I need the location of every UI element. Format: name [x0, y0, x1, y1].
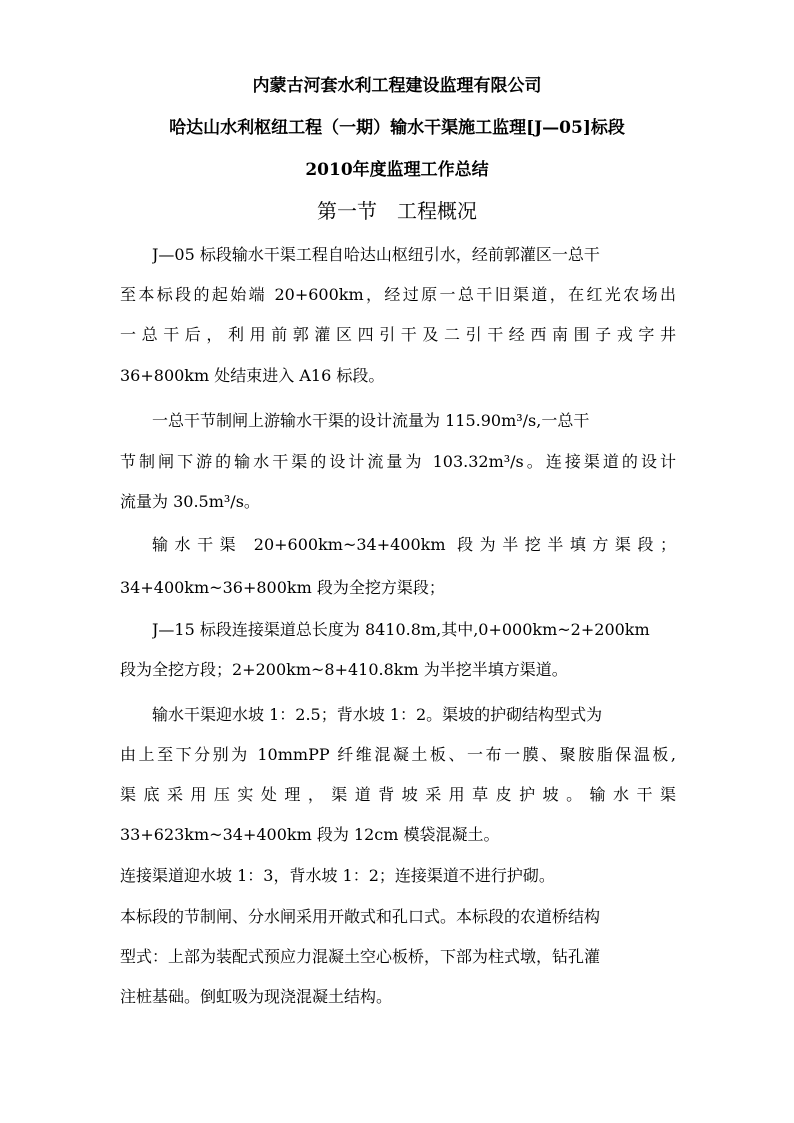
body-line: 渠底采用压实处理，渠道背坡采用草皮护坡。输水干渠	[120, 785, 676, 804]
section-heading: 第一节 工程概况	[317, 199, 477, 223]
body-line: 本标段的节制闸、分水闸采用开敞式和孔口式。本标段的农道桥结构	[120, 907, 601, 926]
body-line: 输水干渠迎水坡 1：2.5；背水坡 1：2。渠坡的护砌结构型式为	[152, 705, 603, 724]
body-line: 节制闸下游的输水干渠的设计流量为 103.32m³/s。连接渠道的设计	[120, 452, 676, 471]
body-line: J—05 标段输水干渠工程自哈达山枢纽引水，经前郭灌区一总干	[152, 245, 600, 264]
project-title: 哈达山水利枢纽工程（一期）输水干渠施工监理[J—05]标段	[169, 118, 625, 138]
body-line: J—15 标段连接渠道总长度为 8410.8m,其中,0+000km~2+200km	[152, 620, 650, 639]
body-line: 连接渠道迎水坡 1：3，背水坡 1：2；连接渠道不进行护砌。	[120, 866, 555, 885]
body-line: 36+800km 处结束进入 A16 标段。	[120, 366, 385, 385]
body-line: 34+400km~36+800km 段为全挖方渠段；	[120, 578, 445, 597]
body-line: 注桩基础。倒虹吸为现浇混凝土结构。	[120, 987, 393, 1006]
body-line: 段为全挖方段；2+200km~8+410.8km 为半挖半填方渠道。	[120, 660, 568, 679]
body-line: 型式：上部为装配式预应力混凝土空心板桥，下部为柱式墩，钻孔灌	[120, 947, 601, 966]
company-title: 内蒙古河套水利工程建设监理有限公司	[252, 76, 542, 96]
body-line: 一总干节制闸上游输水干渠的设计流量为 115.90m³/s,一总干	[152, 411, 590, 430]
body-line: 至本标段的起始端 20+600km，经过原一总干旧渠道，在红光农场出	[120, 285, 676, 304]
body-line: 流量为 30.5m³/s。	[120, 492, 260, 511]
body-line: 由上至下分别为 10mmPP 纤维混凝土板、一布一膜、聚胺脂保温板,	[120, 745, 676, 764]
report-title: 2010年度监理工作总结	[305, 160, 489, 180]
body-line: 33+623km~34+400km 段为 12cm 模袋混凝土。	[120, 825, 500, 844]
body-line: 一总干后，利用前郭灌区四引干及二引干经西南围子戎字井	[120, 325, 676, 344]
body-line: 输水干渠 20+600km~34+400km 段为半挖半填方渠段；	[152, 535, 676, 554]
